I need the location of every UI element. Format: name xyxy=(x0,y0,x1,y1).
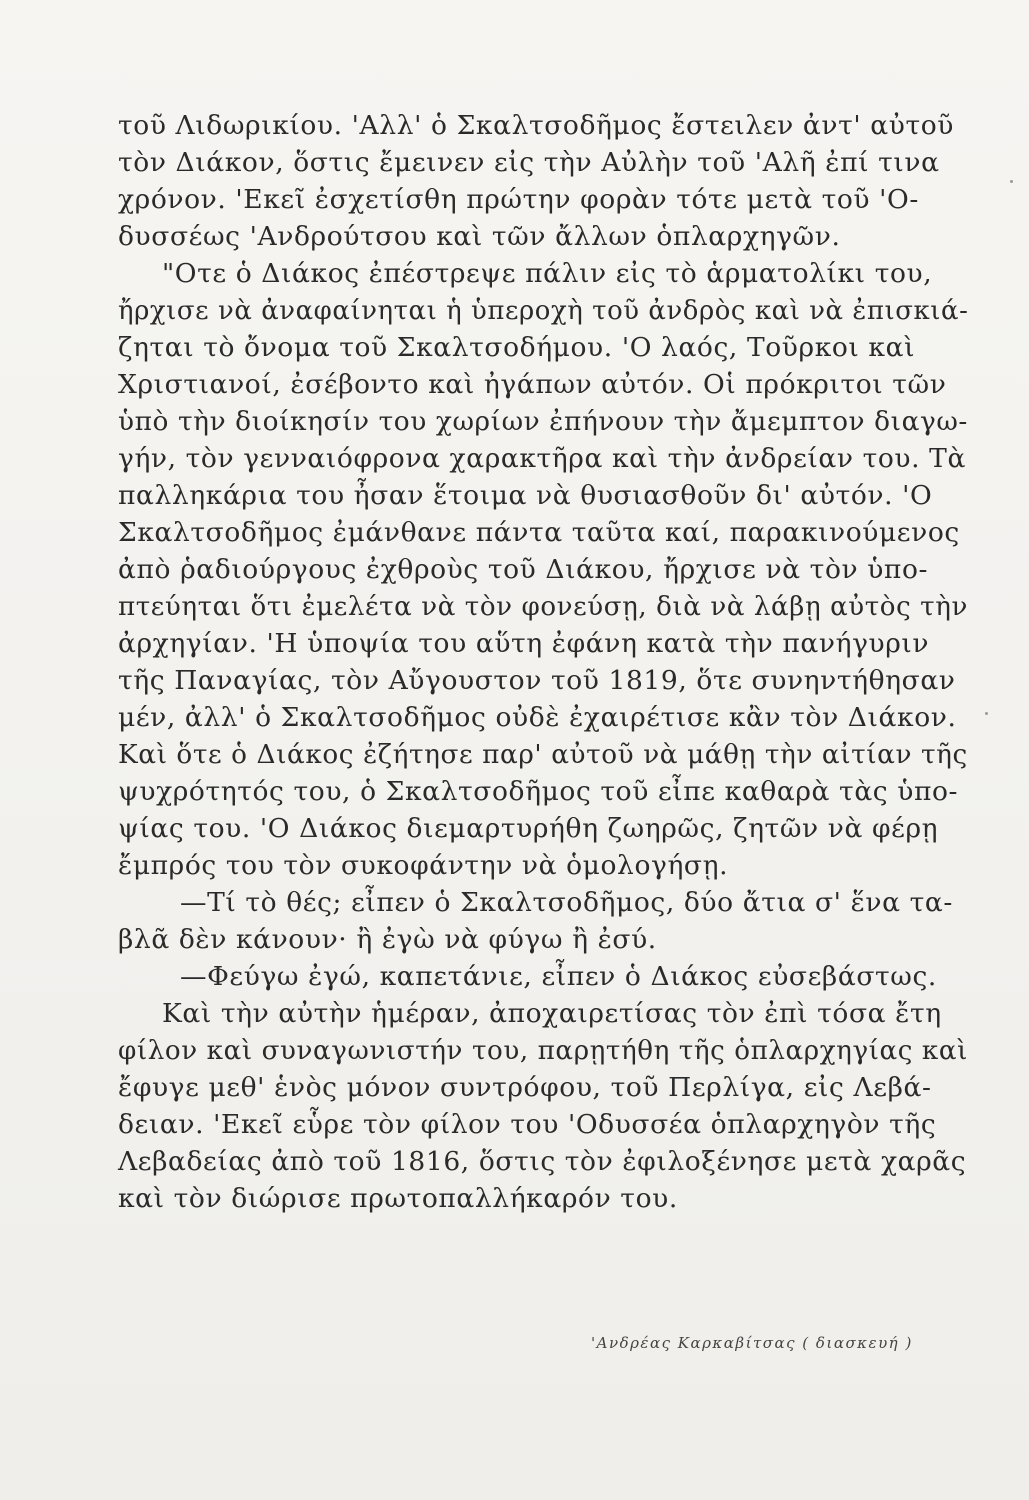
text-line: ψίας του. 'Ο Διάκος διεμαρτυρήθη ζωηρῶς, ζητῶν νὰ φέρῃ xyxy=(118,813,939,844)
text-line: —Τί τὸ θές; εἶπεν ὁ Σκαλτσοδῆμος, δύο ἄτια σ' ἕνα τα- xyxy=(180,887,953,918)
text-line: παλληκάρια του ἦσαν ἕτοιμα νὰ θυσιασθοῦν δι' αὐτόν. 'Ο xyxy=(118,480,933,511)
text-line: δυσσέως 'Ανδρούτσου καὶ τῶν ἄλλων ὁπλαρχηγῶν. xyxy=(118,221,841,252)
text-line: ἀπὸ ῥαδιούργους ἐχθροὺς τοῦ Διάκου, ἤρχισε νὰ τὸν ὑπο- xyxy=(118,554,929,585)
text-line: ἔμπρός του τὸν συκοφάντην νὰ ὁμολογήσῃ. xyxy=(118,850,729,881)
text-line: —Φεύγω ἐγώ, καπετάνιε, εἶπεν ὁ Διάκος εὐσεβάστως. xyxy=(180,961,937,992)
author-signature: 'Ανδρέας Καρκαβίτσας ( διασκευή ) xyxy=(591,1334,913,1352)
text-line: μέν, ἀλλ' ὁ Σκαλτσοδῆμος οὐδὲ ἐχαιρέτισε κἂν τὸν Διάκον. xyxy=(118,702,957,733)
text-line: καὶ τὸν διώρισε πρωτοπαλλήκαρόν του. xyxy=(118,1183,678,1214)
text-line: Καὶ ὅτε ὁ Διάκος ἐζήτησε παρ' αὐτοῦ νὰ μάθῃ τὴν αἰτίαν τῆς xyxy=(118,739,968,770)
paper-speck xyxy=(1010,180,1013,183)
text-line: ὑπὸ τὴν διοίκησίν του χωρίων ἐπήνουν τὴν ἄμεμπτον διαγω- xyxy=(118,406,968,437)
text-line: χρόνον. 'Εκεῖ ἐσχετίσθη πρώτην φορὰν τότε μετὰ τοῦ 'Ο- xyxy=(118,184,919,215)
text-line: τοῦ Λιδωρικίου. 'Αλλ' ὁ Σκαλτσοδῆμος ἔστειλεν ἀντ' αὐτοῦ xyxy=(118,110,954,141)
text-line: τὸν Διάκον, ὅστις ἔμεινεν εἰς τὴν Αὐλὴν τοῦ 'Αλῆ ἐπί τινα xyxy=(118,147,940,178)
text-line: τῆς Παναγίας, τὸν Αὔγουστον τοῦ 1819, ὅτε συνηντήθησαν xyxy=(118,665,956,696)
text-line: ἀρχηγίαν. 'Η ὑποψία του αὕτη ἐφάνη κατὰ τὴν πανήγυριν xyxy=(118,628,930,659)
paper-speck xyxy=(985,712,988,715)
text-line: ψυχρότητός του, ὁ Σκαλτσοδῆμος τοῦ εἶπε καθαρὰ τὰς ὑπο- xyxy=(118,776,959,807)
text-line: δειαν. 'Εκεῖ εὗρε τὸν φίλον του 'Οδυσσέα ὁπλαρχηγὸν τῆς xyxy=(118,1109,937,1140)
text-line: φίλον καὶ συναγωνιστήν του, παρῃτήθη τῆς ὁπλαρχηγίας καὶ xyxy=(118,1035,968,1066)
text-line: ἔφυγε μεθ' ἑνὸς μόνον συντρόφου, τοῦ Περλίγα, εἰς Λεβά- xyxy=(118,1072,932,1103)
text-line: ζηται τὸ ὄνομα τοῦ Σκαλτσοδήμου. 'Ο λαός, Τοῦρκοι καὶ xyxy=(118,332,916,363)
text-line: "Οτε ὁ Διάκος ἐπέστρεψε πάλιν εἰς τὸ ἁρματολίκι του, xyxy=(162,258,933,289)
text-line: πτεύηται ὅτι ἐμελέτα νὰ τὸν φονεύσῃ, διὰ νὰ λάβῃ αὐτὸς τὴν xyxy=(118,591,968,622)
text-line: βλᾶ δὲν κάνουν· ἢ ἐγὼ νὰ φύγω ἢ ἐσύ. xyxy=(118,924,657,955)
text-line: Λεβαδείας ἀπὸ τοῦ 1816, ὅστις τὸν ἐφιλοξένησε μετὰ χαρᾶς xyxy=(118,1146,967,1177)
text-line: Σκαλτσοδῆμος ἐμάνθανε πάντα ταῦτα καί, παρακινούμενος xyxy=(118,517,960,548)
text-line: ἤρχισε νὰ ἀναφαίνηται ἡ ὑπεροχὴ τοῦ ἀνδρὸς καὶ νὰ ἐπισκιά- xyxy=(118,295,969,326)
text-line: Καὶ τὴν αὐτὴν ἡμέραν, ἀποχαιρετίσας τὸν ἐπὶ τόσα ἔτη xyxy=(162,998,942,1029)
text-line: γήν, τὸν γενναιόφρονα χαρακτῆρα καὶ τὴν ἀνδρείαν του. Τὰ xyxy=(118,443,966,474)
text-line: Χριστιανοί, ἐσέβοντο καὶ ἠγάπων αὐτόν. Οἱ πρόκριτοι τῶν xyxy=(118,369,947,400)
